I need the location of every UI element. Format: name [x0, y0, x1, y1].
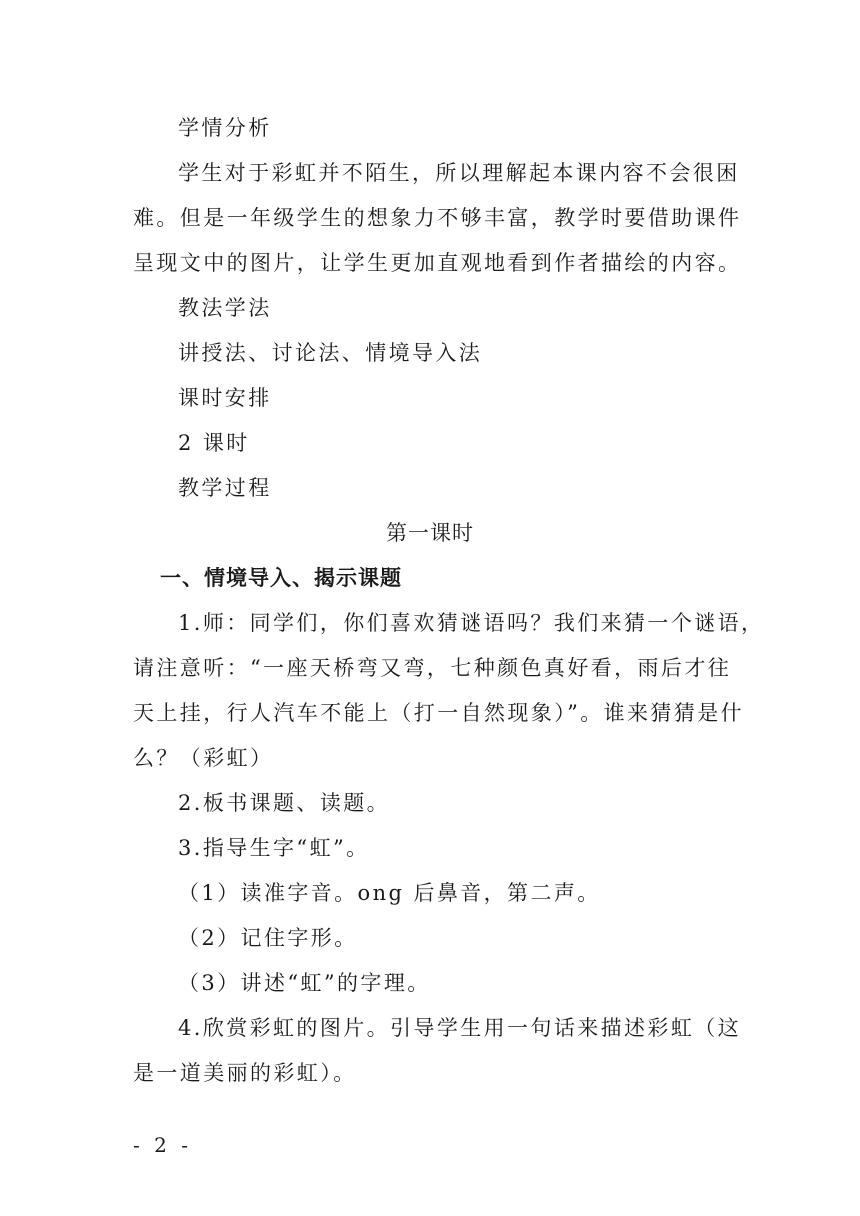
- section-title-method: 教法学法: [178, 296, 272, 320]
- list-item: 2.板书课题、读题。: [178, 791, 391, 815]
- paragraph-line: 难。但是一年级学生的想象力不够丰富，教学时要借助课件: [133, 206, 742, 230]
- paragraph-line: 请注意听：“一座天桥弯又弯，七种颜色真好看，雨后才往: [133, 656, 732, 680]
- section-title-schedule: 课时安排: [178, 386, 272, 410]
- paragraph-line: 学生对于彩虹并不陌生，所以理解起本课内容不会很困: [178, 161, 740, 185]
- list-subitem: （3）讲述“虹”的字理。: [178, 971, 431, 995]
- paragraph-line: 呈现文中的图片，让学生更加直观地看到作者描绘的内容。: [133, 251, 742, 275]
- paragraph-line: 天上挂，行人汽车不能上（打一自然现象）”。谁来猜猜是什: [133, 701, 745, 725]
- lesson-title: 第一课时: [386, 521, 474, 545]
- part-heading: 一、情境导入、揭示课题: [160, 566, 402, 590]
- paragraph-line: 是一道美丽的彩虹）。: [133, 1061, 357, 1085]
- list-item: 3.指导生字“虹”。: [178, 836, 370, 860]
- paragraph-line: 2 课时: [178, 431, 250, 455]
- page-number: - 2 -: [133, 1133, 192, 1157]
- list-item: 4.欣赏彩虹的图片。引导学生用一句话来描述彩虹（这: [178, 1016, 742, 1040]
- paragraph-line: 讲授法、讨论法、情境导入法: [178, 341, 483, 365]
- list-subitem: （1）读准字音。ong 后鼻音，第二声。: [178, 881, 601, 905]
- section-title-analysis: 学情分析: [178, 116, 272, 140]
- list-subitem: （2）记住字形。: [178, 926, 358, 950]
- section-title-process: 教学过程: [178, 476, 272, 500]
- paragraph-line: 1.师：同学们，你们喜欢猜谜语吗？我们来猜一个谜语，: [178, 611, 765, 635]
- paragraph-line: 么？（彩虹）: [133, 746, 274, 770]
